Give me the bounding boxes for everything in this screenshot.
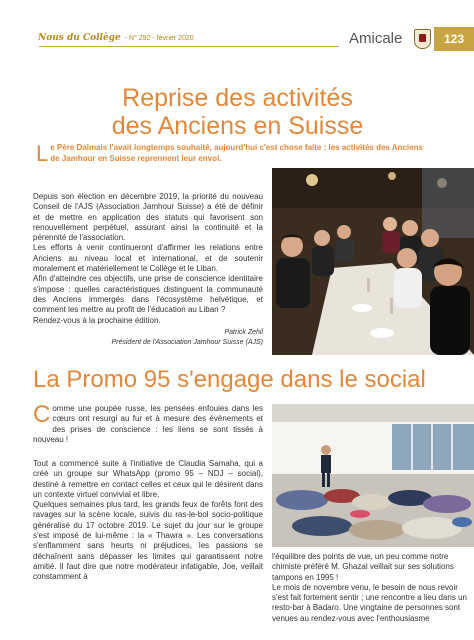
paragraph: Les efforts à venir continueront d'affirmer les relations entre Anciens au niveau local et international, et de soutenir moralement et matériellement le Collège et le Liban. (33, 243, 263, 274)
dinner-photo (272, 168, 474, 355)
author-name: Patrick Zehil (224, 329, 263, 336)
article1-signature (33, 328, 263, 348)
author-title: Président de l'Association Jamhour Suisse (AJS) (111, 339, 263, 346)
article1-title: Reprise des activités des Anciens en Suisse (111, 84, 364, 140)
drop-cap: L (36, 141, 49, 166)
crest-icon (414, 29, 431, 49)
article1-lead: Le Père Dalmais l'avait longtemps souhaité, aujourd'hui c'est chose faite : les activités des Anciens de Jamhour en Suisse reprennent leur envol. (36, 141, 423, 166)
article2-lead: Comme une poupée russe, les pensées enfouies dans les cœurs ont resurgi au fur et à mesure des évènements et des prises de conscience : les liens se sont tissés à nouveau ! (33, 401, 263, 444)
article2-title: La Promo 95 s'engage dans le social (33, 366, 426, 393)
paragraph: Le mois de novembre venu, le besoin de nous revoir s'est fait fortement sentir ; une rencontre a lieu dans un resto-bar à Badaro. Une vingtaine de personnes sont venues au rendez-vous avec l'enthousiasme (272, 582, 467, 623)
header-rule (39, 46, 339, 47)
section-title: Amicale (349, 30, 403, 47)
paragraph: Rendez-vous à la prochaine édition. (33, 315, 161, 325)
paragraph: l'équilibre des points de vue, un peu comme notre chimiste préféré M. Ghazal veillait sur ses solutions tampons en 1995 ! (272, 552, 454, 582)
paragraph: Afin d'atteindre ces objectifs, une prise de conscience identitaire s'impose : quelles caractéristiques distinguent la communauté des Anciens immergés dans l'écosystème helvétique, et comment les mettre au profit de l'éducation au Liban ? (33, 274, 263, 315)
paragraph: Quelques semaines plus tard, les grands feux de forêts font des ravages sur la scène locale, suivis du ras-le-bol socio-politique généralisé du 17 octobre 2019. Le sujet du jour sur le groupe s'est imposé de lui-même : la « Thawra ». Les conversations s'enflamment sans heurts ni préjudices, les passions se déchaînent sans dépasser les limites qui garantissent notre amitié. Il faut dire que notre modérateur infatigable, Joe, veillait constamment à (33, 500, 263, 582)
publication-name: Nous du Collège - N° 292 - février 2020 (38, 33, 194, 43)
page-number: 123 (434, 27, 474, 51)
paragraph: Depuis son élection en décembre 2019, la priorité du nouveau Conseil de l'AJS (Association Jamhour Suisse) a été de définir et de mettre en application des statuts qui favorisent son renouvellement perpétuel, assurant ainsi la continuité et la pérennité de l'association. (33, 192, 263, 243)
donations-photo (272, 404, 474, 547)
article2-body-right (272, 552, 474, 624)
article1-body (33, 192, 263, 326)
article2-body-left (33, 459, 263, 583)
drop-cap: C (33, 401, 51, 428)
issue-info: - N° 292 - février 2020 (124, 35, 194, 42)
paragraph: Tout a commencé suite à l'initiative de Claudia Samaha, qui a créé un groupe sur WhatsApp (promo 95 – NDJ – social), destiné à remettre en contact celles et ceux qui le désirent dans un contexte virtuel convivial et libre. (33, 459, 263, 499)
